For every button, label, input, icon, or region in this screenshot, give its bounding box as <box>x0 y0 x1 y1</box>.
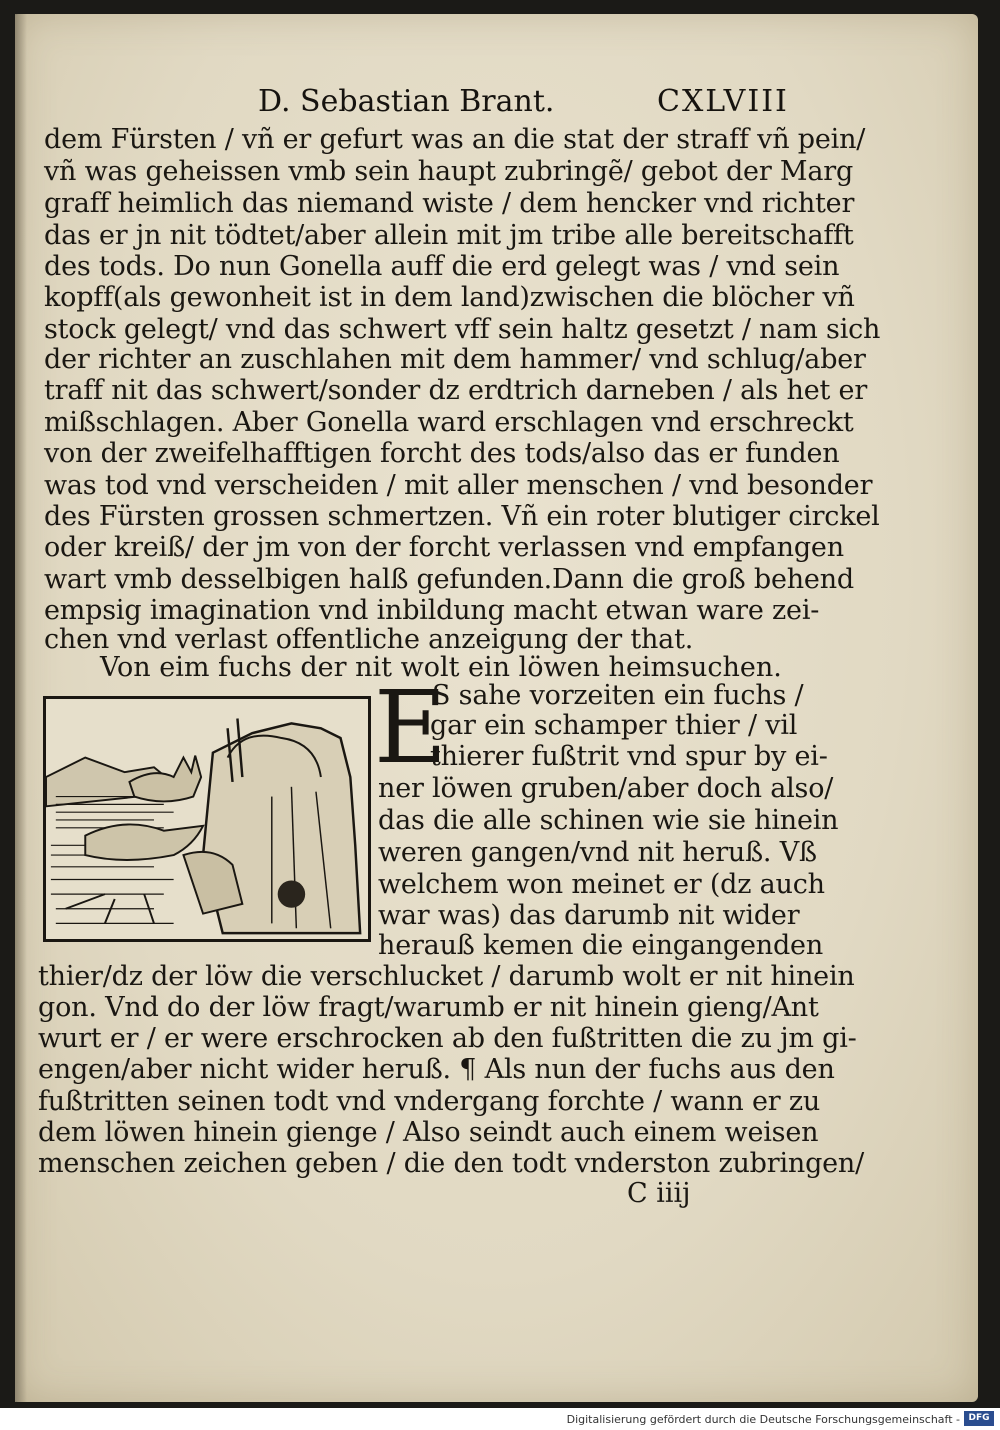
text-line: mißschlagen. Aber Gonella ward erschlagen vnd erschreckt <box>44 407 854 438</box>
folio-number: CXLVIII <box>657 84 789 119</box>
text-line: wart vmb desselbigen halß gefunden.Dann die groß behend <box>44 564 854 595</box>
text-line: stock gelegt/ vnd das schwert vff sein haltz gesetzt / nam sich <box>44 314 881 345</box>
text-line: engen/aber nicht wider heruß. ¶ Als nun der fuchs aus den <box>38 1054 835 1085</box>
text-line: thier/dz der löw die verschlucket / darumb wolt er nit hinein <box>38 961 855 992</box>
text-line: das die alle schinen wie sie hinein <box>378 805 839 836</box>
text-line: des tods. Do nun Gonella auff die erd gelegt was / vnd sein <box>44 251 840 282</box>
text-line: gar ein schamper thier / vil <box>430 710 798 741</box>
woodcut-illustration <box>43 696 371 942</box>
text-line: oder kreiß/ der jm von der forcht verlassen vnd empfangen <box>44 532 844 563</box>
text-line: ner löwen gruben/aber doch also/ <box>378 773 834 804</box>
text-line: gon. Vnd do der löw fragt/warumb er nit hinein gieng/Ant <box>38 992 819 1023</box>
text-line: dem Fürsten / vñ er gefurt was an die stat der straff vñ pein/ <box>44 124 866 155</box>
page-gutter-shadow <box>15 14 27 1402</box>
text-line: graff heimlich das niemand wiste / dem hencker vnd richter <box>44 188 855 219</box>
digitization-credit: Digitalisierung gefördert durch die Deutsche Forschungsgemeinschaft - <box>566 1413 960 1426</box>
text-line: S sahe vorzeiten ein fuchs / <box>432 680 804 711</box>
text-line: menschen zeichen geben / die den todt vnderston zubringen/ <box>38 1148 865 1179</box>
text-line: der richter an zuschlahen mit dem hammer/ vnd schlug/aber <box>44 344 866 375</box>
text-line: fußtritten seinen todt vnd vndergang forchte / wann er zu <box>38 1086 821 1117</box>
text-line: thierer fußtrit vnd spur by ei- <box>430 741 828 772</box>
fox-and-lion-woodcut <box>46 699 368 939</box>
signature-mark: C iiij <box>627 1178 691 1209</box>
decorated-initial: E <box>374 669 447 786</box>
text-line: welchem won meinet er (dz auch <box>378 869 825 900</box>
text-line: chen vnd verlast offentliche anzeigung der that. <box>44 624 694 655</box>
dfg-logo: DFG <box>964 1411 994 1426</box>
text-line: weren gangen/vnd nit heruß. Vß <box>378 837 817 868</box>
fable-heading: Von eim fuchs der nit wolt ein löwen heimsuchen. <box>100 652 782 683</box>
text-line: dem löwen hinein gienge / Also seindt auch einem weisen <box>38 1117 819 1148</box>
text-line: das er jn nit tödtet/aber allein mit jm tribe alle bereitschafft <box>44 220 854 251</box>
text-line: was tod vnd verscheiden / mit aller menschen / vnd besonder <box>44 470 873 501</box>
text-line: des Fürsten grossen schmertzen. Vñ ein roter blutiger circkel <box>44 501 880 532</box>
text-line: vñ was geheissen vmb sein haupt zubringẽ/ gebot der Marg <box>44 156 854 187</box>
text-line: wurt er / er were erschrocken ab den fußtritten die zu jm gi- <box>38 1023 857 1054</box>
text-line: war was) das darumb nit wider <box>378 900 800 931</box>
text-line: empsig imagination vnd inbildung macht etwan ware zei- <box>44 595 820 626</box>
running-head: D. Sebastian Brant. <box>258 84 555 119</box>
text-line: kopff(als gewonheit ist in dem land)zwischen die blöcher vñ <box>44 282 855 313</box>
text-line: traff nit das schwert/sonder dz erdtrich darneben / als het er <box>44 375 868 406</box>
text-line: von der zweifelhafftigen forcht des tods/also das er funden <box>44 438 840 469</box>
text-line: herauß kemen die eingangenden <box>378 930 824 961</box>
